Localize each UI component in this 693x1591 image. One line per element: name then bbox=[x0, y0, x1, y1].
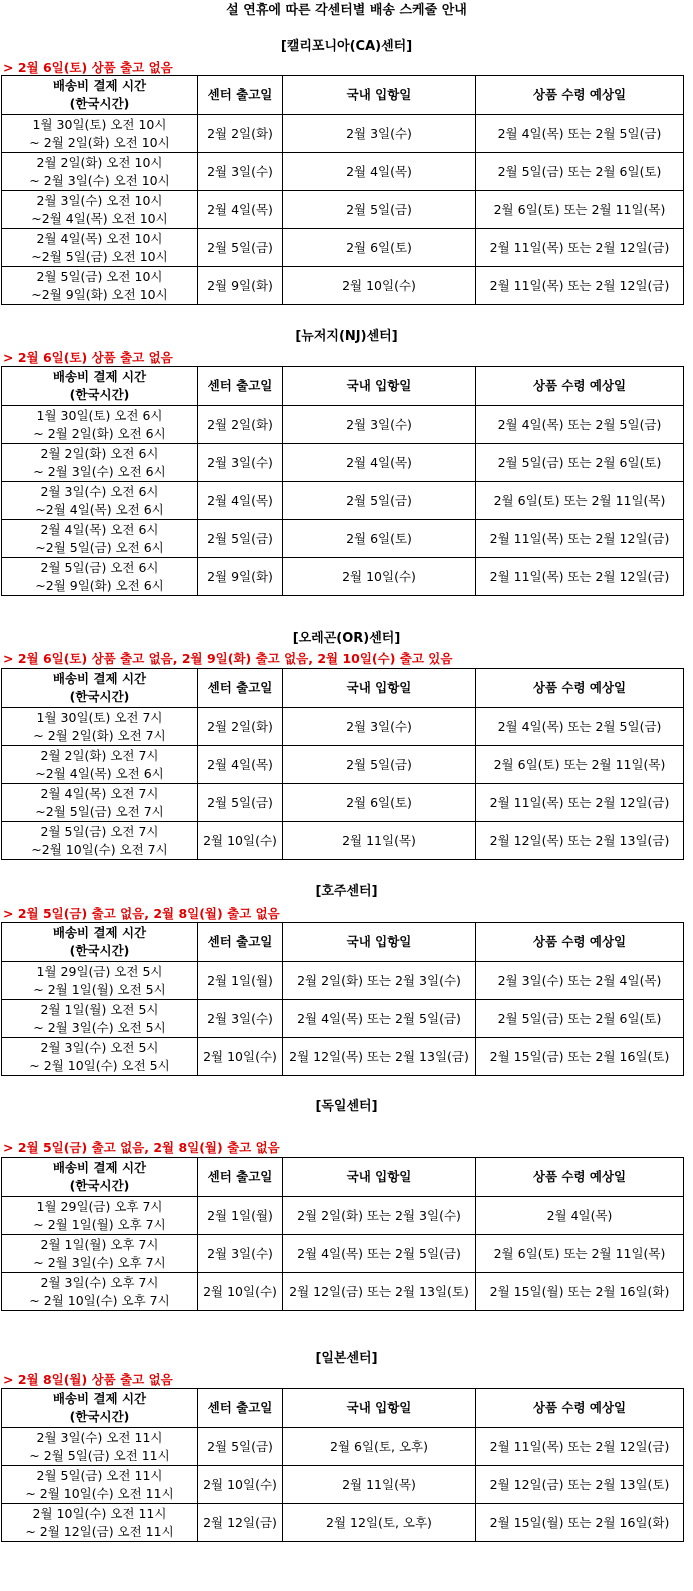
receive-date-cell: 2월 4일(목) 또는 2월 5일(금) bbox=[476, 406, 684, 444]
arrival-date-cell: 2월 5일(금) bbox=[283, 191, 476, 229]
section-title: [오레곤(OR)센터] bbox=[292, 631, 401, 646]
payment-time-cell: 1월 29일(금) 오전 5시 ~ 2월 1일(월) 오전 5시 bbox=[2, 962, 198, 1000]
page-title: 설 연휴에 따른 각센터별 배송 스케줄 안내 bbox=[226, 3, 467, 18]
table-header-row bbox=[2, 76, 684, 115]
arrival-date-cell: 2월 4일(목) 또는 2월 5일(금) bbox=[283, 1235, 476, 1273]
arrival-date-cell: 2월 6일(토) bbox=[283, 229, 476, 267]
table-row bbox=[2, 1235, 684, 1273]
section-title: [일본센터] bbox=[315, 1351, 378, 1366]
ship-date-cell: 2월 2일(화) bbox=[198, 406, 283, 444]
ship-date-cell: 2월 4일(목) bbox=[198, 746, 283, 784]
payment-time-cell: 2월 1일(월) 오전 5시 ~ 2월 3일(수) 오전 5시 bbox=[2, 1000, 198, 1038]
payment-time-cell: 1월 30일(토) 오전 6시 ~ 2월 2일(화) 오전 6시 bbox=[2, 406, 198, 444]
header-receive-date: 상품 수령 예상일 bbox=[476, 367, 684, 406]
table-row bbox=[2, 1197, 684, 1235]
ship-date-cell: 2월 5일(금) bbox=[198, 784, 283, 822]
receive-date-cell: 2월 11일(목) 또는 2월 12일(금) bbox=[476, 229, 684, 267]
arrival-date-cell: 2월 2일(화) 또는 2월 3일(수) bbox=[283, 1197, 476, 1235]
header-payment-time: 배송비 결제 시간 (한국시간) bbox=[2, 669, 198, 708]
table-row bbox=[2, 1428, 684, 1466]
header-receive-date: 상품 수령 예상일 bbox=[476, 1158, 684, 1197]
arrival-date-cell: 2월 5일(금) bbox=[283, 746, 476, 784]
header-receive-date: 상품 수령 예상일 bbox=[476, 76, 684, 115]
schedule-table bbox=[1, 366, 684, 596]
payment-time-cell: 2월 2일(화) 오전 7시 ~2월 4일(목) 오전 6시 bbox=[2, 746, 198, 784]
header-ship-date: 센터 출고일 bbox=[198, 76, 283, 115]
table-header-row bbox=[2, 367, 684, 406]
table-row bbox=[2, 406, 684, 444]
arrival-date-cell: 2월 3일(수) bbox=[283, 708, 476, 746]
section-title: [독일센터] bbox=[315, 1099, 378, 1114]
arrival-date-cell: 2월 12일(금) 또는 2월 13일(토) bbox=[283, 1273, 476, 1311]
payment-time-cell: 2월 4일(목) 오전 10시 ~2월 5일(금) 오전 10시 bbox=[2, 229, 198, 267]
ship-date-cell: 2월 10일(수) bbox=[198, 1038, 283, 1076]
table-row bbox=[2, 1038, 684, 1076]
header-arrival-date: 국내 입항일 bbox=[283, 669, 476, 708]
receive-date-cell: 2월 6일(토) 또는 2월 11일(목) bbox=[476, 191, 684, 229]
receive-date-cell: 2월 11일(목) 또는 2월 12일(금) bbox=[476, 267, 684, 305]
header-ship-date: 센터 출고일 bbox=[198, 1158, 283, 1197]
ship-date-cell: 2월 3일(수) bbox=[198, 153, 283, 191]
receive-date-cell: 2월 15일(금) 또는 2월 16일(토) bbox=[476, 1038, 684, 1076]
header-payment-time: 배송비 결제 시간 (한국시간) bbox=[2, 76, 198, 115]
ship-date-cell: 2월 12일(금) bbox=[198, 1504, 283, 1542]
table-row bbox=[2, 962, 684, 1000]
ship-date-cell: 2월 5일(금) bbox=[198, 229, 283, 267]
table-header-row bbox=[2, 669, 684, 708]
payment-time-cell: 2월 3일(수) 오전 5시 ~ 2월 10일(수) 오전 5시 bbox=[2, 1038, 198, 1076]
table-row bbox=[2, 1466, 684, 1504]
header-ship-date: 센터 출고일 bbox=[198, 923, 283, 962]
arrival-date-cell: 2월 2일(화) 또는 2월 3일(수) bbox=[283, 962, 476, 1000]
receive-date-cell: 2월 11일(목) 또는 2월 12일(금) bbox=[476, 520, 684, 558]
arrival-date-cell: 2월 6일(토) bbox=[283, 520, 476, 558]
receive-date-cell: 2월 12일(금) 또는 2월 13일(토) bbox=[476, 1466, 684, 1504]
arrival-date-cell: 2월 12일(토, 오후) bbox=[283, 1504, 476, 1542]
payment-time-cell: 2월 3일(수) 오전 6시 ~2월 4일(목) 오전 6시 bbox=[2, 482, 198, 520]
header-arrival-date: 국내 입항일 bbox=[283, 76, 476, 115]
ship-date-cell: 2월 2일(화) bbox=[198, 708, 283, 746]
table-row bbox=[2, 784, 684, 822]
payment-time-cell: 2월 2일(화) 오전 6시 ~ 2월 3일(수) 오전 6시 bbox=[2, 444, 198, 482]
receive-date-cell: 2월 3일(수) 또는 2월 4일(목) bbox=[476, 962, 684, 1000]
table-row bbox=[2, 229, 684, 267]
table-row bbox=[2, 267, 684, 305]
payment-time-cell: 1월 30일(토) 오전 10시 ~ 2월 2일(화) 오전 10시 bbox=[2, 115, 198, 153]
receive-date-cell: 2월 5일(금) 또는 2월 6일(토) bbox=[476, 1000, 684, 1038]
table-row bbox=[2, 444, 684, 482]
ship-date-cell: 2월 9일(화) bbox=[198, 558, 283, 596]
table-row bbox=[2, 708, 684, 746]
ship-date-cell: 2월 10일(수) bbox=[198, 822, 283, 860]
arrival-date-cell: 2월 11일(목) bbox=[283, 1466, 476, 1504]
schedule-table bbox=[1, 1157, 684, 1311]
receive-date-cell: 2월 6일(토) 또는 2월 11일(목) bbox=[476, 746, 684, 784]
payment-time-cell: 2월 10일(수) 오전 11시 ~ 2월 12일(금) 오전 11시 bbox=[2, 1504, 198, 1542]
header-payment-time: 배송비 결제 시간 (한국시간) bbox=[2, 367, 198, 406]
payment-time-cell: 2월 2일(화) 오전 10시 ~ 2월 3일(수) 오전 10시 bbox=[2, 153, 198, 191]
receive-date-cell: 2월 5일(금) 또는 2월 6일(토) bbox=[476, 153, 684, 191]
arrival-date-cell: 2월 10일(수) bbox=[283, 558, 476, 596]
payment-time-cell: 2월 3일(수) 오전 10시 ~2월 4일(목) 오전 10시 bbox=[2, 191, 198, 229]
payment-time-cell: 2월 5일(금) 오전 6시 ~2월 9일(화) 오전 6시 bbox=[2, 558, 198, 596]
table-row bbox=[2, 153, 684, 191]
receive-date-cell: 2월 4일(목) 또는 2월 5일(금) bbox=[476, 708, 684, 746]
receive-date-cell: 2월 4일(목) 또는 2월 5일(금) bbox=[476, 115, 684, 153]
header-ship-date: 센터 출고일 bbox=[198, 367, 283, 406]
section-title: [캘리포니아(CA)센터] bbox=[280, 39, 413, 54]
schedule-table bbox=[1, 922, 684, 1076]
ship-date-cell: 2월 10일(수) bbox=[198, 1273, 283, 1311]
arrival-date-cell: 2월 4일(목) 또는 2월 5일(금) bbox=[283, 1000, 476, 1038]
receive-date-cell: 2월 4일(목) bbox=[476, 1197, 684, 1235]
table-header-row bbox=[2, 1158, 684, 1197]
ship-date-cell: 2월 5일(금) bbox=[198, 520, 283, 558]
section-notice: > 2월 5일(금) 출고 없음, 2월 8일(월) 출고 없음 bbox=[3, 1140, 280, 1155]
table-row bbox=[2, 115, 684, 153]
receive-date-cell: 2월 5일(금) 또는 2월 6일(토) bbox=[476, 444, 684, 482]
table-row bbox=[2, 558, 684, 596]
receive-date-cell: 2월 15일(월) 또는 2월 16일(화) bbox=[476, 1273, 684, 1311]
header-receive-date: 상품 수령 예상일 bbox=[476, 1389, 684, 1428]
header-arrival-date: 국내 입항일 bbox=[283, 1389, 476, 1428]
arrival-date-cell: 2월 6일(토, 오후) bbox=[283, 1428, 476, 1466]
payment-time-cell: 2월 5일(금) 오전 10시 ~2월 9일(화) 오전 10시 bbox=[2, 267, 198, 305]
table-row bbox=[2, 482, 684, 520]
payment-time-cell: 2월 3일(수) 오전 11시 ~ 2월 5일(금) 오전 11시 bbox=[2, 1428, 198, 1466]
arrival-date-cell: 2월 4일(목) bbox=[283, 153, 476, 191]
section-notice: > 2월 8일(월) 상품 출고 없음 bbox=[3, 1372, 173, 1387]
table-row bbox=[2, 746, 684, 784]
section-notice: > 2월 6일(토) 상품 출고 없음 bbox=[3, 350, 173, 365]
table-row bbox=[2, 191, 684, 229]
receive-date-cell: 2월 6일(토) 또는 2월 11일(목) bbox=[476, 1235, 684, 1273]
header-arrival-date: 국내 입항일 bbox=[283, 367, 476, 406]
arrival-date-cell: 2월 6일(토) bbox=[283, 784, 476, 822]
ship-date-cell: 2월 1일(월) bbox=[198, 1197, 283, 1235]
payment-time-cell: 2월 1일(월) 오후 7시 ~ 2월 3일(수) 오후 7시 bbox=[2, 1235, 198, 1273]
section-title: [호주센터] bbox=[315, 884, 378, 899]
payment-time-cell: 2월 5일(금) 오전 11시 ~ 2월 10일(수) 오전 11시 bbox=[2, 1466, 198, 1504]
receive-date-cell: 2월 11일(목) 또는 2월 12일(금) bbox=[476, 784, 684, 822]
table-row bbox=[2, 822, 684, 860]
payment-time-cell: 1월 30일(토) 오전 7시 ~ 2월 2일(화) 오전 7시 bbox=[2, 708, 198, 746]
receive-date-cell: 2월 15일(월) 또는 2월 16일(화) bbox=[476, 1504, 684, 1542]
header-ship-date: 센터 출고일 bbox=[198, 1389, 283, 1428]
table-row bbox=[2, 1000, 684, 1038]
arrival-date-cell: 2월 5일(금) bbox=[283, 482, 476, 520]
receive-date-cell: 2월 6일(토) 또는 2월 11일(목) bbox=[476, 482, 684, 520]
arrival-date-cell: 2월 10일(수) bbox=[283, 267, 476, 305]
header-receive-date: 상품 수령 예상일 bbox=[476, 669, 684, 708]
ship-date-cell: 2월 4일(목) bbox=[198, 482, 283, 520]
header-arrival-date: 국내 입항일 bbox=[283, 1158, 476, 1197]
arrival-date-cell: 2월 12일(목) 또는 2월 13일(금) bbox=[283, 1038, 476, 1076]
table-header-row bbox=[2, 1389, 684, 1428]
ship-date-cell: 2월 3일(수) bbox=[198, 444, 283, 482]
payment-time-cell: 1월 29일(금) 오후 7시 ~ 2월 1일(월) 오후 7시 bbox=[2, 1197, 198, 1235]
receive-date-cell: 2월 11일(목) 또는 2월 12일(금) bbox=[476, 1428, 684, 1466]
ship-date-cell: 2월 3일(수) bbox=[198, 1000, 283, 1038]
schedule-table bbox=[1, 75, 684, 305]
header-receive-date: 상품 수령 예상일 bbox=[476, 923, 684, 962]
section-title: [뉴저지(NJ)센터] bbox=[295, 329, 398, 344]
schedule-table bbox=[1, 1388, 684, 1542]
arrival-date-cell: 2월 3일(수) bbox=[283, 406, 476, 444]
schedule-table bbox=[1, 668, 684, 860]
ship-date-cell: 2월 3일(수) bbox=[198, 1235, 283, 1273]
header-arrival-date: 국내 입항일 bbox=[283, 923, 476, 962]
arrival-date-cell: 2월 3일(수) bbox=[283, 115, 476, 153]
payment-time-cell: 2월 4일(목) 오전 6시 ~2월 5일(금) 오전 6시 bbox=[2, 520, 198, 558]
ship-date-cell: 2월 2일(화) bbox=[198, 115, 283, 153]
table-row bbox=[2, 1273, 684, 1311]
receive-date-cell: 2월 12일(목) 또는 2월 13일(금) bbox=[476, 822, 684, 860]
ship-date-cell: 2월 10일(수) bbox=[198, 1466, 283, 1504]
section-notice: > 2월 5일(금) 출고 없음, 2월 8일(월) 출고 없음 bbox=[3, 906, 280, 921]
ship-date-cell: 2월 1일(월) bbox=[198, 962, 283, 1000]
arrival-date-cell: 2월 4일(목) bbox=[283, 444, 476, 482]
section-notice: > 2월 6일(토) 상품 출고 없음 bbox=[3, 60, 173, 75]
ship-date-cell: 2월 4일(목) bbox=[198, 191, 283, 229]
table-header-row bbox=[2, 923, 684, 962]
ship-date-cell: 2월 9일(화) bbox=[198, 267, 283, 305]
payment-time-cell: 2월 4일(목) 오전 7시 ~2월 5일(금) 오전 7시 bbox=[2, 784, 198, 822]
table-row bbox=[2, 520, 684, 558]
section-notice: > 2월 6일(토) 상품 출고 없음, 2월 9일(화) 출고 없음, 2월 10일(수) 출고 있음 bbox=[3, 651, 453, 666]
header-ship-date: 센터 출고일 bbox=[198, 669, 283, 708]
payment-time-cell: 2월 3일(수) 오후 7시 ~ 2월 10일(수) 오후 7시 bbox=[2, 1273, 198, 1311]
payment-time-cell: 2월 5일(금) 오전 7시 ~2월 10일(수) 오전 7시 bbox=[2, 822, 198, 860]
table-row bbox=[2, 1504, 684, 1542]
receive-date-cell: 2월 11일(목) 또는 2월 12일(금) bbox=[476, 558, 684, 596]
arrival-date-cell: 2월 11일(목) bbox=[283, 822, 476, 860]
header-payment-time: 배송비 결제 시간 (한국시간) bbox=[2, 923, 198, 962]
ship-date-cell: 2월 5일(금) bbox=[198, 1428, 283, 1466]
header-payment-time: 배송비 결제 시간 (한국시간) bbox=[2, 1158, 198, 1197]
header-payment-time: 배송비 결제 시간 (한국시간) bbox=[2, 1389, 198, 1428]
